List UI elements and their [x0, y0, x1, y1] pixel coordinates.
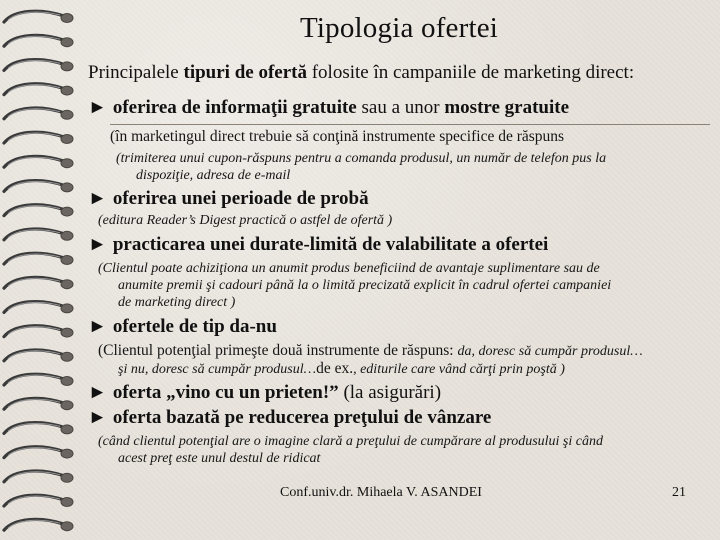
offer-item-free-info	[88, 97, 708, 119]
binding-ring-icon	[4, 495, 73, 506]
divider-line	[110, 124, 710, 125]
note-line: de marketing direct )	[118, 295, 236, 310]
bullet-arrow-icon: ►	[88, 316, 107, 337]
offer-item-time-limit	[88, 234, 708, 256]
offer-item-bold: oferta bazată pe reducerea preţului de vânzare	[112, 407, 492, 428]
bullet-arrow-icon: ►	[88, 382, 107, 403]
binding-ring-icon	[4, 156, 73, 167]
note-client-benefits	[98, 260, 713, 311]
slide-subtitle	[88, 62, 708, 84]
offer-item-bold-2: mostre gratuite	[444, 97, 570, 118]
slide-title: Tipologia ofertei	[300, 12, 499, 44]
binding-ring-icon	[4, 108, 73, 119]
binding-ring-icon	[4, 181, 73, 192]
note-line: dispoziţie, adresa de e-mail	[136, 168, 291, 183]
note-text-italic: , editurile care vând cărţi prin poştă )	[353, 362, 565, 377]
binding-ring-icon	[4, 35, 73, 46]
note-text-italic: şi nu, doresc să cumpăr produsul…	[118, 362, 317, 377]
offer-item-bold: oferta „vino cu un prieten!”	[112, 382, 339, 403]
subtitle-text-bold: tipuri de ofertă	[183, 62, 307, 83]
binding-ring-icon	[4, 205, 73, 216]
offer-item-normal: (la asigurări)	[338, 382, 442, 403]
binding-ring-icon	[4, 253, 73, 264]
note-yes-no-instruments	[98, 342, 713, 378]
bullet-arrow-icon: ►	[88, 97, 107, 118]
binding-ring-icon	[4, 423, 73, 434]
binding-ring-icon	[4, 132, 73, 143]
note-line: (Clientul poate achiziţiona un anumit produs beneficiind de avantaje suplimentare sau de	[98, 261, 600, 276]
offer-item-bold: ofertele de tip da-nu	[112, 316, 277, 337]
bullet-arrow-icon: ►	[88, 407, 107, 428]
footer-author: Conf.univ.dr. Mihaela V. ASANDEI	[280, 485, 482, 500]
binding-ring-icon	[4, 60, 73, 71]
binding-ring-icon	[4, 398, 73, 409]
note-text-italic: da, doresc să cumpăr produsul…	[457, 344, 643, 359]
binding-ring-icon	[4, 277, 73, 288]
offer-item-yes-no	[88, 316, 708, 338]
binding-ring-icon	[4, 447, 73, 458]
binding-ring-icon	[4, 519, 73, 530]
bullet-arrow-icon: ►	[88, 188, 107, 209]
page-number: 21	[672, 485, 686, 500]
note-line: (când clientul potenţial are o imagine clară a preţului de cumpărare al produsului şi când	[98, 434, 603, 449]
subtitle-text-post: folosite în campaniile de marketing direct:	[306, 62, 635, 83]
binding-ring-icon	[4, 302, 73, 313]
note-price-image	[98, 433, 713, 467]
note-line: acest preţ este unul destul de ridicat	[118, 451, 321, 466]
binding-ring-icon	[4, 374, 73, 385]
offer-item-bold: oferirea unei perioade de probă	[112, 188, 369, 209]
note-coupon-example	[116, 150, 716, 184]
note-text-plain: de ex.	[316, 360, 354, 377]
binding-ring-icon	[4, 471, 73, 482]
binding-ring-icon	[4, 350, 73, 361]
note-line: (trimiterea unui cupon-răspuns pentru a comanda produsul, un număr de telefon pus la	[116, 151, 607, 166]
subtitle-text-pre: Principalele	[88, 62, 184, 83]
offer-item-price-reduction	[88, 407, 708, 429]
note-text-plain: (Clientul potenţial primeşte două instrumente de răspuns:	[98, 342, 458, 359]
binding-ring-icon	[4, 229, 73, 240]
binding-ring-icon	[4, 11, 73, 22]
binding-ring-icon	[4, 326, 73, 337]
note-readers-digest: (editura Reader’s Digest practică o astfel de ofertă )	[98, 213, 393, 228]
offer-item-bold: practicarea unei durate-limită de valabilitate a ofertei	[112, 234, 549, 255]
offer-item-bring-a-friend	[88, 382, 708, 404]
spiral-binding	[0, 0, 82, 540]
offer-item-trial-period	[88, 188, 708, 210]
note-line: anumite premii şi cadouri până la o limită precizată explicit în cadrul ofertei campaniei	[118, 278, 612, 293]
bullet-arrow-icon: ►	[88, 234, 107, 255]
binding-ring-icon	[4, 84, 73, 95]
offer-item-bold: oferirea de informaţii gratuite	[112, 97, 357, 118]
spiral-binding-graphic	[0, 0, 82, 540]
offer-item-normal: sau a unor	[356, 97, 445, 118]
note-response-instruments: (în marketingul direct trebuie să conţină instrumente specifice de răspuns	[110, 128, 565, 145]
